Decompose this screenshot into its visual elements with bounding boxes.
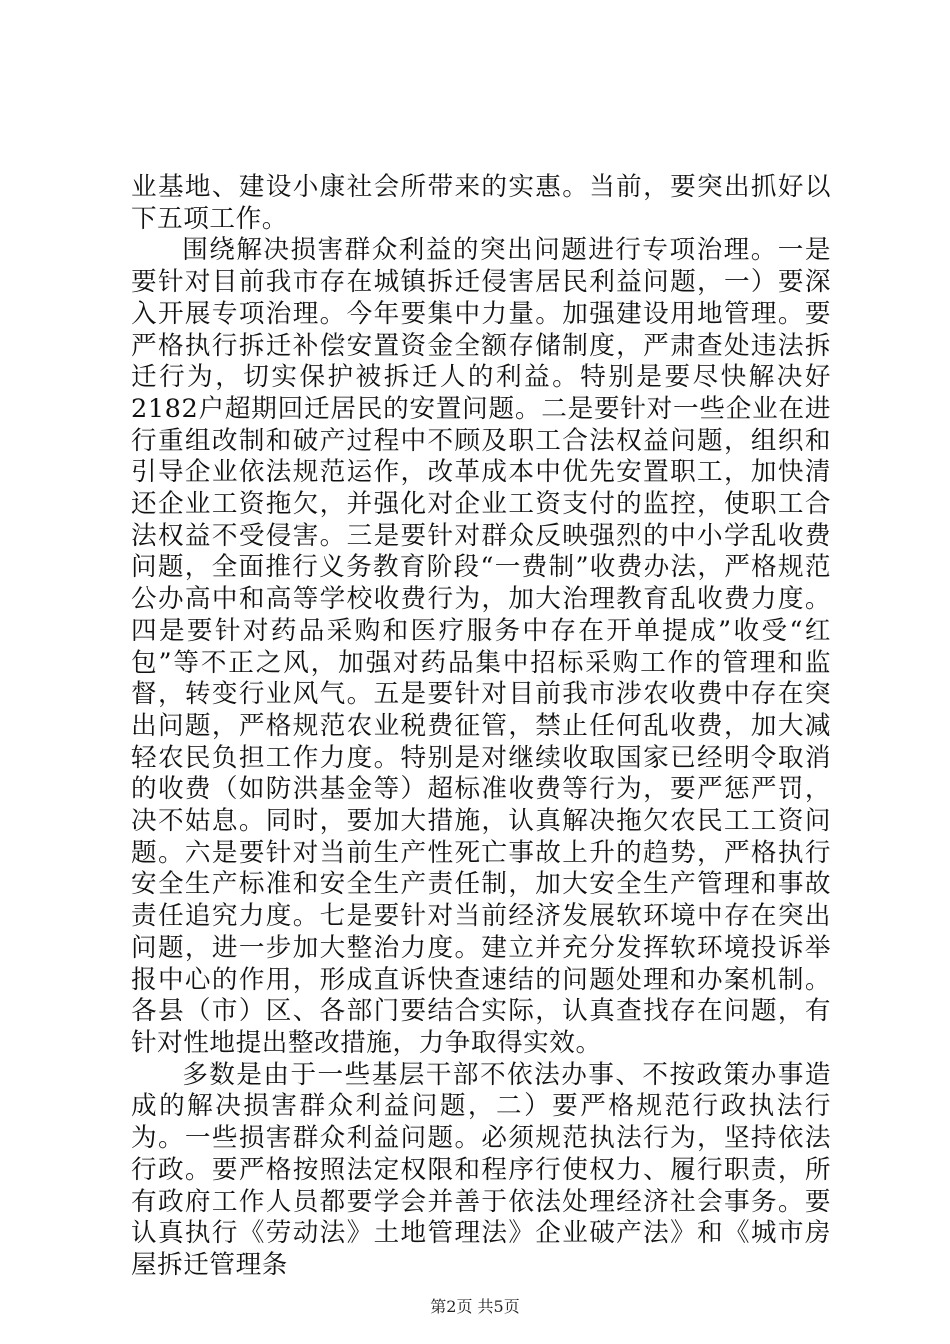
document-body (131, 172, 831, 1282)
paragraph-2: 围绕解决损害群众利益的突出问题进行专项治理。一是要针对目前我市存在城镇拆迁侵害居民利益问题，一）要深入开展专项治理。今年要集中力量。加强建设用地管理。要严格执行拆迁补偿安置资金全额存储制度，严肃查处违法拆迁行为，切实保护被拆迁人的利益。特别是要尽快解决好2182户超期回迁居民的安置问题。二是要针对一些企业在进行重组改制和破产过程中不顾及职工合法权益问题，组织和引导企业依法规范运作，改革成本中优先安置职工，加快清还企业工资拖欠，并强化对企业工资支付的监控，使职工合法权益不受侵害。三是要针对群众反映强烈的中小学乱收费问题，全面推行义务教育阶段“一费制”收费办法，严格规范公办高中和高等学校收费行为，加大治理教育乱收费力度。四是要针对药品采购和医疗服务中存在开单提成”收受“红包”等不正之风，加强对药品集中招标采购工作的管理和监督，转变行业风气。五是要针对目前我市涉农收费中存在突出问题，严格规范农业税费征管，禁止任何乱收费，加大减轻农民负担工作力度。特别是对继续收取国家已经明令取消的收费（如防洪基金等）超标准收费等行为，要严惩严罚，决不姑息。同时，要加大措施，认真解决拖欠农民工工资问题。六是要针对当前生产性死亡事故上升的趋势，严格执行安全生产标准和安全生产责任制，加大安全生产管理和事故责任追究力度。七是要针对当前经济发展软环境中存在突出问题，进一步加大整治力度。建立并充分发挥软环境投诉举报中心的作用，形成直诉快查速结的问题处理和办案机制。各县（市）区、各部门要结合实际，认真查找存在问题，有针对性地提出整改措施，力争取得实效。 (131, 235, 831, 1058)
paragraph-3: 多数是由于一些基层干部不依法办事、不按政策办事造成的解决损害群众利益问题，二）要严格规范行政执法行为。一些损害群众利益问题。必须规范执法行为，坚持依法行政。要严格按照法定权限和程序行使权力、履行职责，所有政府工作人员都要学会并善于依法处理经济社会事务。要认真执行《劳动法》土地管理法》企业破产法》和《城市房屋拆迁管理条 (131, 1059, 831, 1280)
paragraph-1: 业基地、建设小康社会所带来的实惠。当前，要突出抓好以下五项工作。 (131, 172, 831, 234)
page-footer: 第2页 共5页 (430, 1297, 520, 1316)
